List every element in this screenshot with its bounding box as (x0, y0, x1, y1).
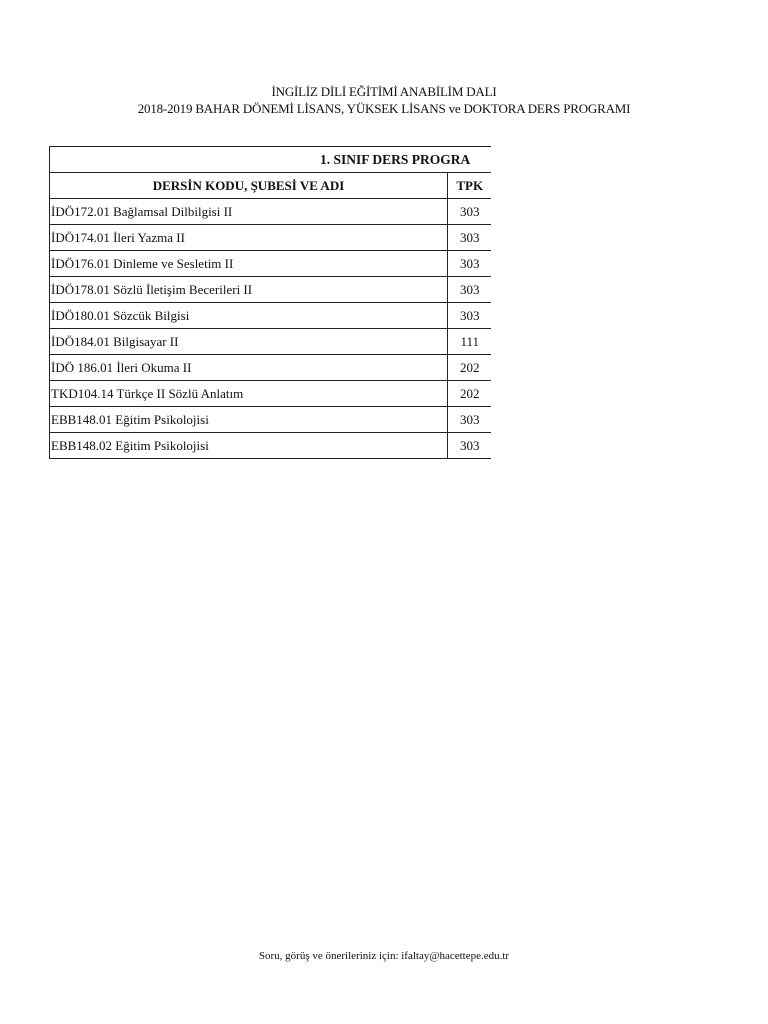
course-name-cell: EBB148.01 Eğitim Psikolojisi (50, 407, 448, 433)
contact-footer: Soru, görüş ve önerileriniz için: ifaltay@hacettepe.edu.tr (258, 950, 510, 962)
course-rows (50, 199, 492, 459)
table-row (50, 329, 492, 355)
table-title-row (50, 147, 492, 173)
table-row (50, 225, 492, 251)
course-name-cell: İDÖ174.01 İleri Yazma II (50, 225, 448, 251)
table-row (50, 355, 492, 381)
table-title-cell (50, 147, 492, 173)
schedule-sheet (49, 146, 491, 464)
course-name-cell: TKD104.14 Türkçe II Sözlü Anlatım (50, 381, 448, 407)
course-name-cell: EBB148.02 Eğitim Psikolojisi (50, 433, 448, 459)
course-name-cell: İDÖ178.01 Sözlü İletişim Becerileri II (50, 277, 448, 303)
schedule-title: 2018-2019 BAHAR DÖNEMİ LİSANS, YÜKSEK LİSANS ve DOKTORA DERS PROGRAMI (137, 101, 631, 116)
tpk-cell: 303 (448, 199, 492, 225)
tpk-cell: 303 (448, 433, 492, 459)
course-name-cell: İDÖ176.01 Dinleme ve Sesletim II (50, 251, 448, 277)
course-name-cell: İDÖ180.01 Sözcük Bilgisi (50, 303, 448, 329)
tpk-cell: 303 (448, 225, 492, 251)
course-name-cell: İDÖ184.01 Bilgisayar II (50, 329, 448, 355)
column-header-tpk: TPK (448, 173, 492, 199)
document-header (0, 83, 768, 117)
department-title: İNGİLİZ DİLİ EĞİTİMİ ANABİLİM DALI (271, 84, 497, 99)
tpk-cell: 111 (448, 329, 492, 355)
tpk-cell: 303 (448, 277, 492, 303)
table-row (50, 251, 492, 277)
course-name-cell: İDÖ 186.01 İleri Okuma II (50, 355, 448, 381)
table-row (50, 433, 492, 459)
column-header-row (50, 173, 492, 199)
tpk-cell: 303 (448, 407, 492, 433)
class-schedule-title: 1. SINIF DERS PROGRA (320, 151, 471, 167)
tpk-cell: 202 (448, 355, 492, 381)
column-header-course: DERSİN KODU, ŞUBESİ VE ADI (50, 173, 448, 199)
tpk-cell: 303 (448, 251, 492, 277)
tpk-cell: 202 (448, 381, 492, 407)
course-table (49, 146, 491, 459)
tpk-cell: 303 (448, 303, 492, 329)
course-name-cell: İDÖ172.01 Bağlamsal Dilbilgisi II (50, 199, 448, 225)
table-row (50, 381, 492, 407)
table-row (50, 407, 492, 433)
table-row (50, 199, 492, 225)
table-row (50, 277, 492, 303)
table-row (50, 303, 492, 329)
